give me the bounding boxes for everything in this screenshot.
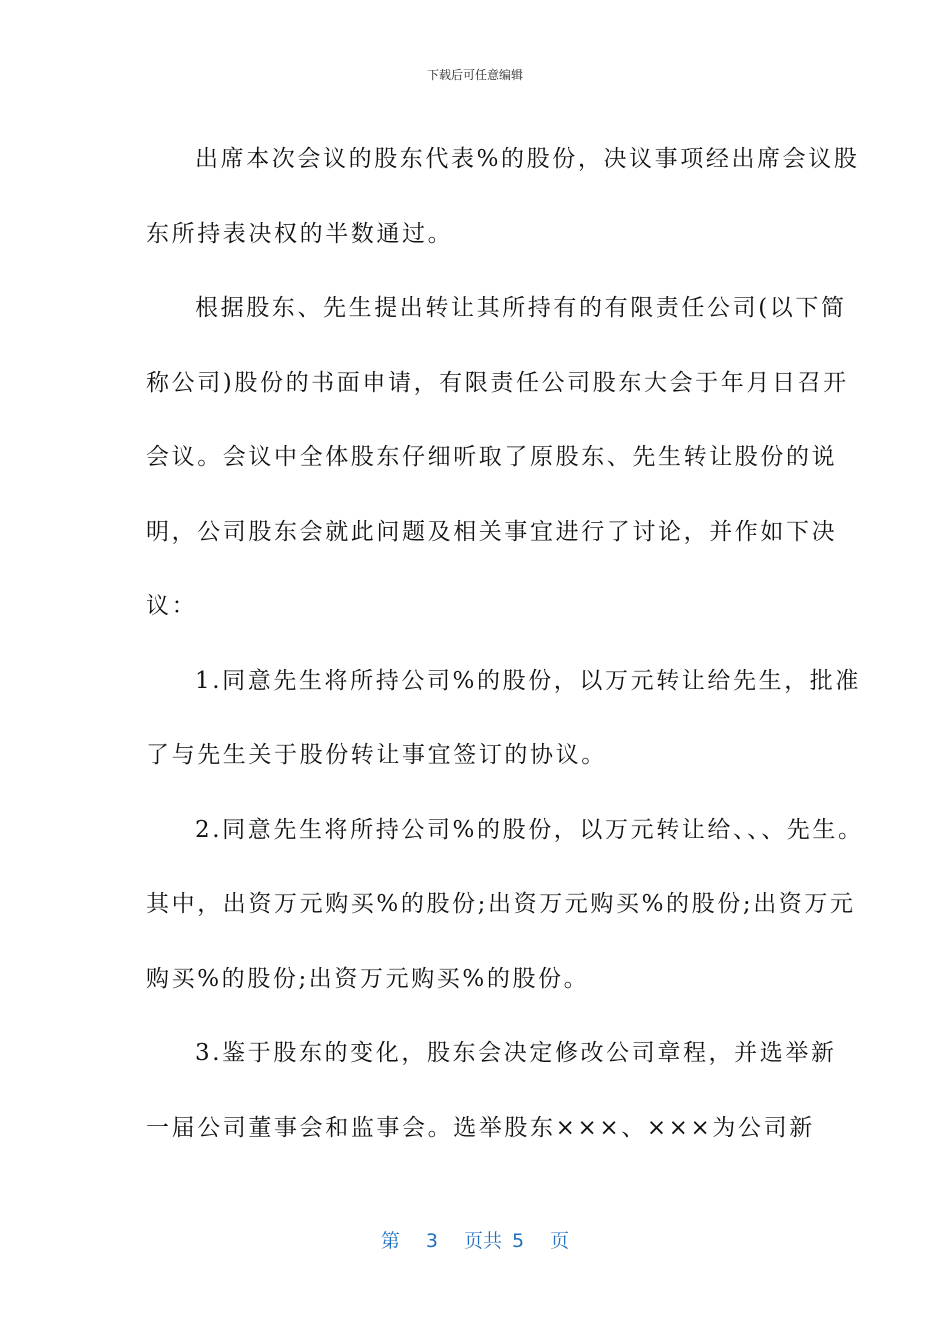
document-body (146, 122, 864, 1165)
text-line: 议： (146, 593, 198, 619)
page-number: 3 (425, 1230, 438, 1252)
page-footer (0, 1226, 950, 1253)
text-line: 1.同意先生将所持公司%的股份，以万元转让给先生，批准 (195, 667, 861, 694)
text-line: 一届公司董事会和监事会。选举股东×××、×××为公司新 (146, 1114, 815, 1141)
text-line: 东所持表决权的半数通过。 (146, 220, 454, 247)
text-line: 3.鉴于股东的变化，股东会决定修改公司章程，并选举新 (195, 1040, 837, 1066)
text-line: 明，公司股东会就此问题及相关事宜进行了讨论，并作如下决 (146, 518, 838, 545)
text-line: 了与先生关于股份转让事宜签订的协议。 (146, 742, 607, 768)
page-middle: 页共 (463, 1230, 502, 1252)
text-line: 称公司)股份的书面申请，有限责任公司股东大会于年月日召开 (146, 369, 849, 396)
text-line: 根据股东、先生提出转让其所持有的有限责任公司(以下简 (195, 295, 847, 321)
header-note: 下载后可任意编辑 (426, 68, 523, 82)
total-pages: 5 (512, 1230, 525, 1252)
text-line: 会议。会议中全体股东仔细听取了原股东、先生转让股份的说 (146, 444, 838, 470)
text-line: 2.同意先生将所持公司%的股份，以万元转让给、、、先生。 (195, 816, 864, 843)
text-line: 购买%的股份;出资万元购买%的股份。 (146, 965, 590, 992)
text-line: 出席本次会议的股东代表%的股份，决议事项经出席会议股 (195, 146, 860, 172)
page-prefix: 第 (380, 1230, 400, 1252)
text-line: 其中，出资万元购买%的股份;出资万元购买%的股份;出资万元 (146, 891, 856, 917)
page-suffix: 页 (550, 1230, 570, 1252)
